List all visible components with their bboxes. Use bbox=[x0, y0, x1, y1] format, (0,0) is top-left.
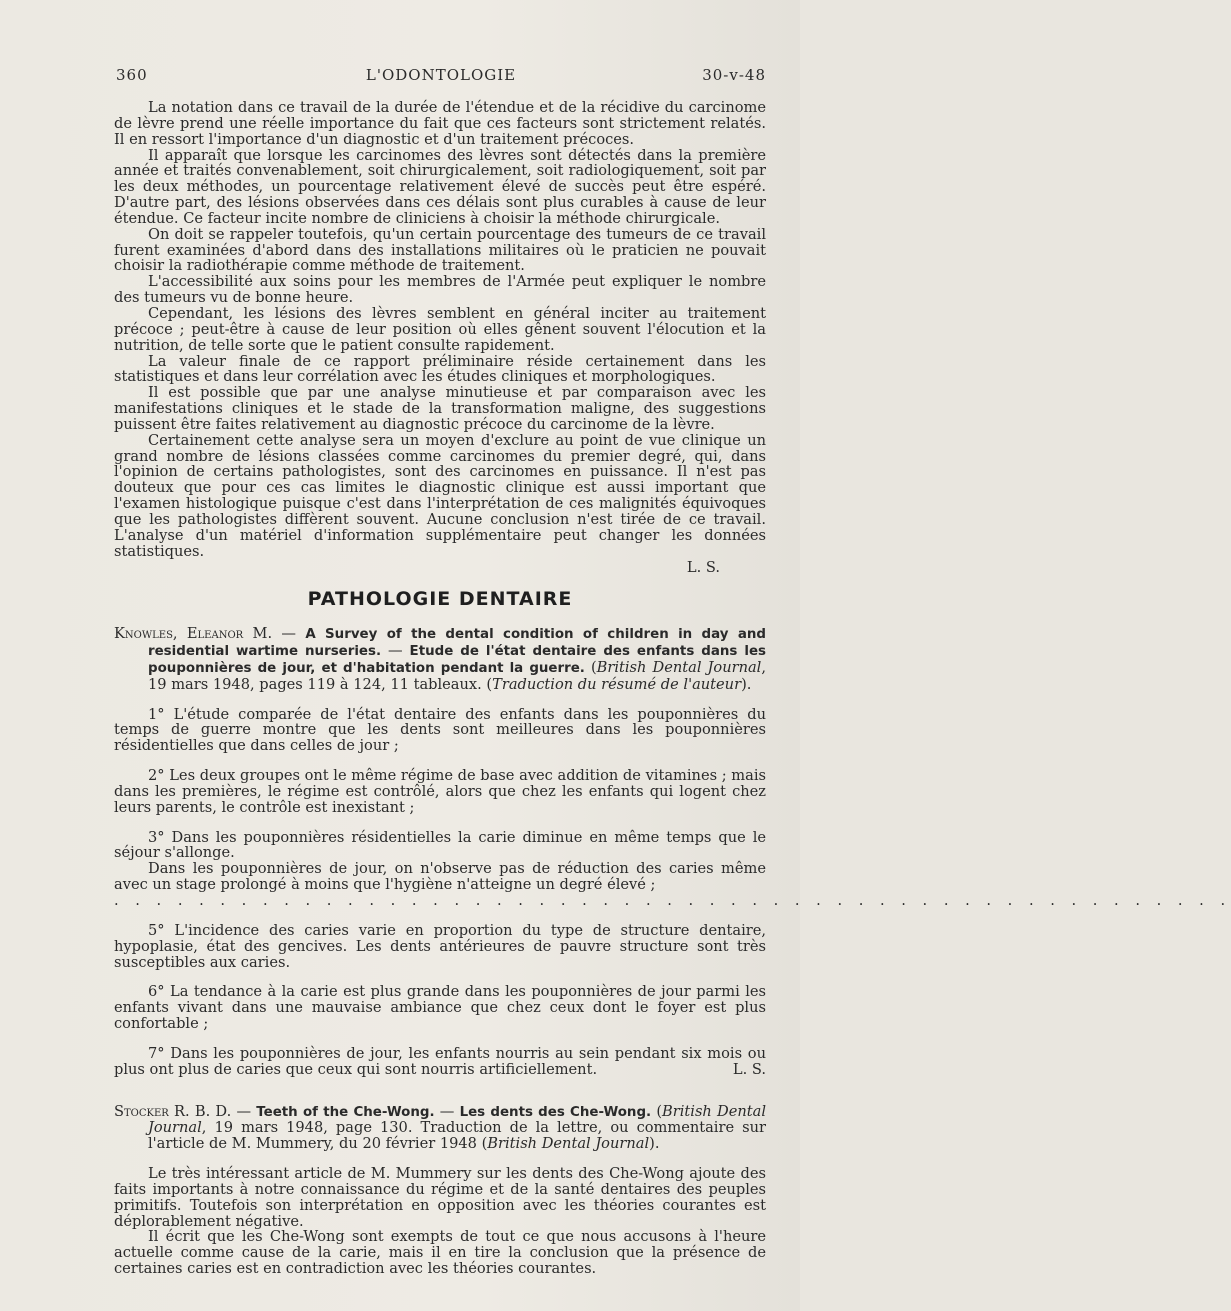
summary-point: 6° La tendance à la carie est plus grande dans les pouponnières de jour parmi les enfants vivant dans une mauvaise ambiance que chez ceux dont le foyer est plus confortable ; bbox=[114, 983, 766, 1033]
entry-author: Knowles, Eleanor M. bbox=[114, 625, 273, 643]
entry-title-fr: Les dents des Che-Wong. bbox=[459, 1104, 652, 1120]
entry-source-close: ). bbox=[741, 675, 752, 693]
summary-point: 1° L'étude comparée de l'état dentaire des enfants dans les pouponnières du temps de guerre montre que les dents sont meilleures dans les pouponnières résidentielles que dans celles de jour ; bbox=[114, 705, 766, 755]
summary-point bbox=[114, 1046, 766, 1078]
intro-paragraph: La notation dans ce travail de la durée de l'étendue et de la récidive du carcinome de lèvre prend une réelle importance du fait que ces facteurs sont strictement relatés. Il en ressort l'importance d'un diagnostic et d'un traitement précoces. bbox=[114, 99, 766, 148]
journal-title: L'ODONTOLOGIE bbox=[365, 66, 517, 84]
spacer bbox=[114, 1078, 766, 1104]
review-paragraph: Il écrit que les Che-Wong sont exempts de tout ce que nous accusons à l'heure actuelle comme cause de la carie, mais il en tire la conclusion que la présence de certaines caries est en contradiction avec les théories courantes. bbox=[114, 1228, 766, 1278]
intro-signature: L. S. bbox=[686, 559, 720, 577]
entry-title-en: A Survey of the dental condition of children in day and residential wartime nurseries. bbox=[148, 627, 766, 659]
summary-point: 2° Les deux groupes ont le même régime de base avec addition de vitamines ; mais dans les premières, le régime est contrôlé, alors que chez les enfants qui logent chez leurs parents, le contrôle est inexistant ; bbox=[114, 767, 766, 816]
spacer bbox=[114, 909, 766, 923]
entry-source-close: ). bbox=[649, 1135, 660, 1153]
summary-point-text: 7° Dans les pouponnières de jour, les enfants nourris au sein pendant six mois ou plus ont plus de caries que ceux qui sont nourris artificiellement. bbox=[114, 1044, 766, 1078]
intro-paragraph: La valeur finale de ce rapport préliminaire réside certainement dans les statistiques et dans leur corrélation avec les études cliniques et morphologiques. bbox=[114, 352, 766, 386]
spacer bbox=[114, 693, 766, 707]
spacer bbox=[114, 970, 766, 984]
entry-source-detail: , 19 mars 1948, page 130. Traduction de la lettre, ou commentaire sur l'article de M. Mummery, du 20 février 1948 ( bbox=[148, 1119, 766, 1153]
entry-source-second: British Dental Journal bbox=[487, 1135, 650, 1153]
intro-paragraph: On doit se rappeler toutefois, qu'un certain pourcentage des tumeurs de ce travail furent examinées d'abord dans des installations militaires où le praticien ne pouvait choisir la radiothérapie comme méthode de traitement. bbox=[114, 225, 766, 275]
entry-source-open: ( bbox=[651, 1102, 663, 1120]
entry-source-detail: , 19 mars 1948, pages 119 à 124, 11 tableaux. ( bbox=[148, 658, 766, 693]
intro-paragraph: Cependant, les lésions des lèvres semblent en général inciter au traitement précoce ; peut-être à cause de leur position où elles gênent souvent l'élocution et la nutrition, de telle sorte que le patient consulte rapidement. bbox=[114, 304, 766, 354]
spacer bbox=[114, 1032, 766, 1046]
entry-dash: — bbox=[272, 625, 306, 643]
entry-title-en: Teeth of the Che-Wong. bbox=[256, 1104, 435, 1120]
entry-stocker-citation bbox=[114, 1104, 766, 1153]
spacer bbox=[114, 816, 766, 830]
entry-source: British Dental Journal bbox=[596, 658, 762, 676]
running-header bbox=[116, 66, 766, 88]
entry-author: Stocker R. B. D. bbox=[114, 1102, 232, 1120]
intro-paragraph: Il est possible que par une analyse minutieuse et par comparaison avec les manifestations cliniques et le stade de la transformation maligne, des suggestions puissent être faites relativement au diagnostic précoce du carcinome de la lèvre. bbox=[114, 384, 766, 433]
entry-dash: — bbox=[434, 1102, 460, 1120]
ellipsis-row: . . . . . . . . . . . . . . . . . . . . . . . . . . . . . . . . . . . . . . . . . . . . . . . . . . . . . bbox=[114, 891, 1231, 909]
summary-point: Dans les pouponnières de jour, on n'observe pas de réduction des caries même avec un stage prolongé à moins que l'hygiène n'atteigne un degré élevé ; bbox=[114, 860, 766, 894]
page-body bbox=[114, 99, 1231, 1278]
entry-dash: — bbox=[231, 1102, 257, 1120]
intro-paragraph: L'accessibilité aux soins pour les membres de l'Armée peut expliquer le nombre des tumeurs vu de bonne heure. bbox=[114, 273, 766, 307]
spacer bbox=[114, 1152, 766, 1166]
intro-paragraph: Certainement cette analyse sera un moyen d'exclure au point de vue clinique un grand nombre de lésions classées comme carcinomes du premier degré, qui, dans l'opinion de certains pathologistes, sont des carcinomes en puissance. Il n'est pas douteux que pour ces cas limites le diagnostic clinique est aussi important que l'examen histologique puisque c'est dans l'interprétation de ces malignités équivoques que les pathologistes diffèrent souvent. Aucune conclusion n'est tirée de ce travail. L'analyse d'un matériel d'information supplémentaire peut changer les données statistiques. bbox=[114, 431, 766, 560]
section-title: PATHOLOGIE DENTAIRE bbox=[307, 588, 573, 611]
entry-source-open: ( bbox=[584, 658, 597, 676]
entry-source: British Dental Journal bbox=[148, 1102, 767, 1137]
issue-date: 30-v-48 bbox=[702, 66, 766, 84]
entry-translation-note: Traduction du résumé de l'auteur bbox=[492, 675, 742, 693]
entry-knowles-citation bbox=[114, 626, 766, 692]
entry-title-fr: Etude de l'état dentaire des enfants dans les pouponnières de jour, et d'habitation pendant la guerre. bbox=[148, 644, 766, 676]
summary-point: 3° Dans les pouponnières résidentielles la carie diminue en même temps que le séjour s'allonge. bbox=[114, 828, 766, 862]
page-number: 360 bbox=[116, 66, 148, 84]
spacer bbox=[114, 754, 766, 768]
entry-dash: — bbox=[381, 642, 410, 659]
entry-signature: L. S. bbox=[732, 1060, 766, 1078]
summary-point: 5° L'incidence des caries varie en proportion du type de structure dentaire, hypoplasie, état des gencives. Les dents antérieures de pauvre structure sont très susceptibles aux caries. bbox=[114, 921, 766, 971]
intro-paragraph: Il apparaît que lorsque les carcinomes des lèvres sont détectés dans la première année et traités convenablement, soit chirurgicalement, soit radiologiquement, soit par les deux méthodes, un pourcentage relativement élevé de succès peut être espéré. D'autre part, des lésions observées dans ces délais sont plus curables à cause de leur étendue. Ce facteur incite nombre de cliniciens à choisir la méthode chirurgicale. bbox=[114, 146, 766, 227]
review-paragraph: Le très intéressant article de M. Mummery sur les dents des Che-Wong ajoute des faits importants à notre connaissance du régime et de la santé dentaires des peuples primitifs. Toutefois son interprétation en opposition avec les théories courantes est déplorablement négative. bbox=[114, 1165, 766, 1230]
